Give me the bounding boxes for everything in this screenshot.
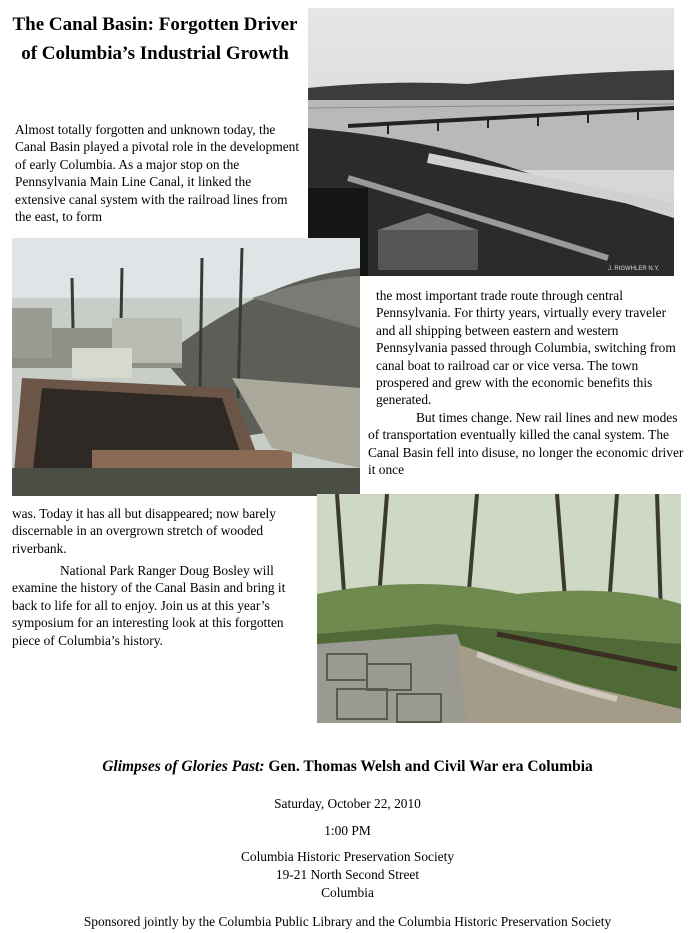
canal-ruins-photo bbox=[317, 494, 681, 723]
event-time: 1:00 PM bbox=[324, 823, 371, 838]
event-venue-street: 19-21 North Second Street bbox=[275, 867, 420, 882]
article-paragraph-1b: the most important trade route through central Pennsylvania. For thirty years, virtually every traveler and all shipping between eastern and western Pennsylvania passed through Columbia, switching from canal boat to railroad car or vice versa. The town prospered and grew with the economic benefits this generated. bbox=[376, 288, 676, 408]
event-title bbox=[0, 758, 695, 776]
event-subtitle: Gen. Thomas Welsh and Civil War era Columbia bbox=[268, 758, 593, 775]
article-title: The Canal Basin: Forgotten Driver of Columbia’s Industrial Growth bbox=[12, 14, 298, 64]
article-paragraph-2b: was. Today it has all but disappeared; now barely discernable in an overgrown stretch of wooded riverbank. bbox=[12, 506, 276, 556]
event-venue-city: Columbia bbox=[321, 885, 374, 900]
article-paragraph-3: National Park Ranger Doug Bosley will examine the history of the Canal Basin and bring it back to life for all to enjoy. Join us at this year’s symposium for an interesting look at this forgotten piece of Columbia’s history. bbox=[12, 563, 286, 648]
event-date: Saturday, October 22, 2010 bbox=[274, 796, 421, 811]
article-paragraph-1a: Almost totally forgotten and unknown today, the Canal Basin played a pivotal role in the development of early Columbia. As a major stop on the Pennsylvania Main Line Canal, it linked the extensive canal system with the railroad lines from the east, to form bbox=[15, 122, 300, 225]
event-series-title: Glimpses of Glories Past: bbox=[102, 758, 265, 775]
event-venue-name: Columbia Historic Preservation Society bbox=[240, 849, 455, 864]
event-sponsor: Sponsored jointly by the Columbia Public Library and the Columbia Historic Preservation Society bbox=[83, 914, 612, 929]
article-paragraph-2a: But times change. New rail lines and new modes of transportation eventually killed the canal system. The Canal Basin fell into disuse, no longer the economic driver it once bbox=[368, 410, 684, 478]
river-bridge-photo bbox=[308, 8, 674, 276]
river-photo-caption: J. RIGWHLER N.Y. bbox=[608, 266, 660, 272]
canal-boats-photo bbox=[12, 238, 360, 496]
